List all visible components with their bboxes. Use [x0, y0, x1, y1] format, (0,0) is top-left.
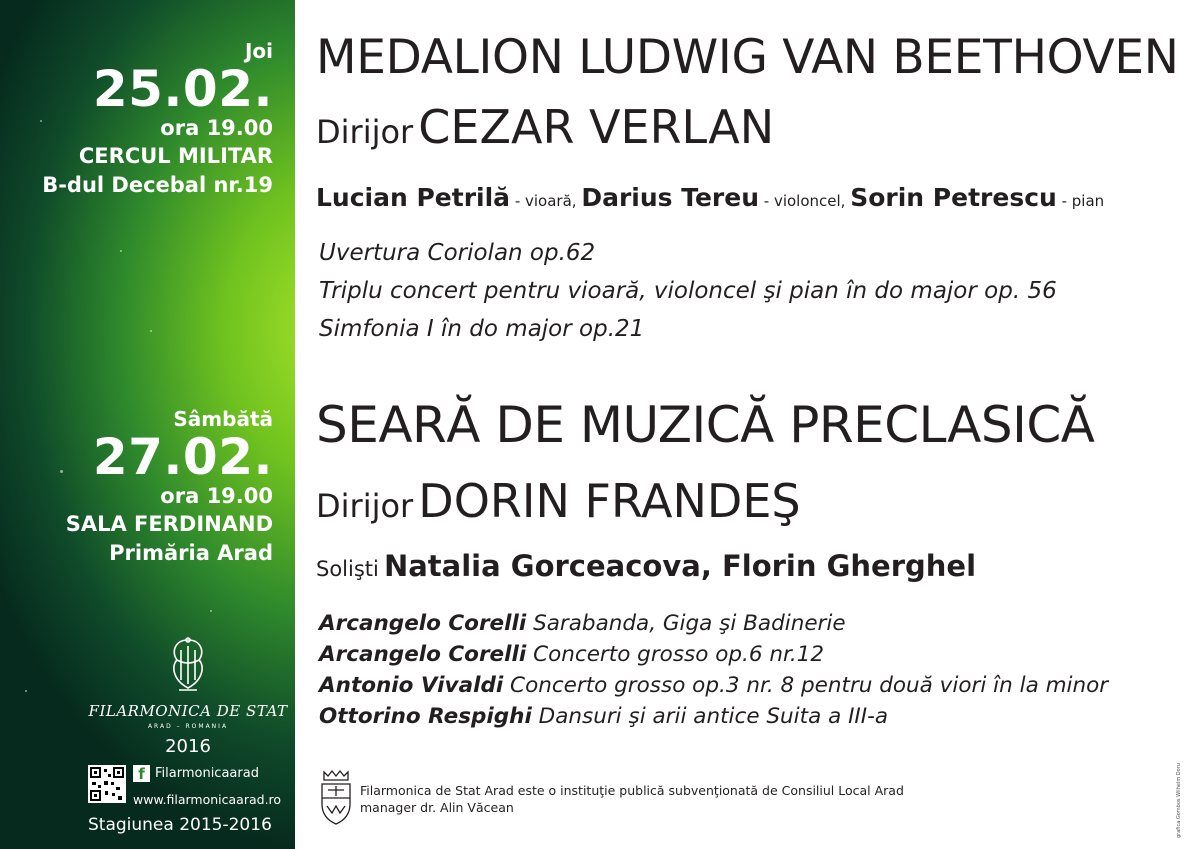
event1-conductor-line: [316, 100, 774, 154]
program-composer: Arcangelo Corelli: [319, 642, 527, 667]
program-item: [319, 670, 1108, 701]
program-work: Sarabanda, Giga şi Badinerie: [526, 611, 846, 636]
program-work: Dansuri şi arii antice Suita a III-a: [531, 704, 889, 729]
program-item: [319, 608, 1108, 639]
program-composer: Arcangelo Corelli: [319, 611, 527, 636]
event2-hour: ora 19.00: [160, 484, 273, 508]
event2-schedule: [66, 406, 273, 568]
soloist-name: Sorin Petrescu: [850, 183, 1057, 212]
event1-venue: CERCUL MILITAR: [78, 144, 273, 168]
soloist-name: Lucian Petrilă: [316, 183, 511, 212]
program-item: [319, 701, 1108, 732]
event2-conductor-name: DORIN FRANDEŞ: [418, 474, 801, 528]
program-item: Simfonia I în do major op.21: [319, 316, 645, 342]
event2-address: Primăria Arad: [109, 541, 273, 565]
logo-subtitle: ARAD – ROMANIA: [147, 723, 229, 730]
lyre-icon: [165, 636, 211, 694]
logo-year: 2016: [165, 736, 211, 757]
website-link[interactable]: www.filarmonicaarad.ro: [133, 792, 282, 807]
soloist-name: Florin Gherghel: [721, 549, 977, 583]
event2-program: [319, 608, 1108, 732]
event2-soloists: [316, 549, 976, 583]
star-dot: [25, 690, 27, 692]
qr-code-icon: [88, 765, 126, 803]
event1-hour: ora 19.00: [160, 116, 273, 140]
event2-date: 27.02.: [92, 428, 273, 486]
soloist-separator: ,: [700, 549, 722, 583]
star-dot: [210, 610, 212, 612]
season-label: Stagiunea 2015-2016: [88, 815, 272, 835]
design-credit-text: grafica Gombos Wilhelm Doru: [1176, 763, 1182, 838]
program-item: Uvertura Coriolan op.62: [319, 240, 596, 266]
event1-soloists: [316, 183, 1104, 212]
soloist-role: - violoncel,: [759, 192, 851, 210]
event1-conductor-label: Dirijor: [316, 113, 414, 151]
footer-line1: Filarmonica de Stat Arad este o instituţie publică subvenţionată de Consiliul Local Arad: [360, 783, 904, 798]
footer-text: [360, 782, 904, 816]
event2-conductor-label: Dirijor: [316, 487, 414, 525]
soloists-label: Solişti: [316, 557, 379, 581]
program-composer: Ottorino Respighi: [319, 704, 532, 729]
soloist-name: Darius Tereu: [581, 183, 760, 212]
event2-day: Sâmbătă: [173, 407, 273, 431]
logo-name: FILARMONICA DE STAT: [88, 702, 288, 720]
filarmonica-logo: [88, 636, 288, 757]
event1-day: Joi: [244, 39, 273, 63]
footer-line2: manager dr. Alin Văcean: [360, 800, 514, 815]
facebook-link[interactable]: Filarmonicaarad: [155, 766, 259, 781]
program-item: Triplu concert pentru vioară, violoncel şi pian în do major op. 56: [319, 278, 1057, 304]
design-credit: [1172, 760, 1190, 840]
program-composer: Antonio Vivaldi: [319, 673, 504, 698]
program-work: Concerto grosso op.6 nr.12: [526, 642, 825, 667]
event2-title: SEARĂ DE MUZICĂ PRECLASICĂ: [316, 396, 1095, 454]
event2-conductor-line: [316, 474, 801, 528]
star-dot: [120, 250, 122, 252]
event1-title: MEDALION LUDWIG VAN BEETHOVEN: [316, 30, 1179, 85]
star-dot: [60, 470, 63, 473]
program-item: [319, 639, 1108, 670]
soloist-role: - vioară,: [510, 192, 582, 210]
star-dot: [150, 330, 152, 332]
event1-conductor-name: CEZAR VERLAN: [418, 100, 775, 154]
coat-of-arms-icon: [318, 768, 354, 826]
event1-address: B-dul Decebal nr.19: [42, 173, 273, 197]
facebook-icon[interactable]: f: [133, 765, 150, 782]
event1-program: [319, 234, 1057, 348]
soloist-name: Natalia Gorceacova: [383, 549, 701, 583]
event1-date: 25.02.: [92, 60, 273, 118]
program-work: Concerto grosso op.3 nr. 8 pentru două viori în la minor: [503, 673, 1109, 698]
soloist-role: - pian: [1056, 192, 1105, 210]
event1-schedule: [42, 38, 273, 200]
event2-venue: SALA FERDINAND: [65, 512, 273, 536]
